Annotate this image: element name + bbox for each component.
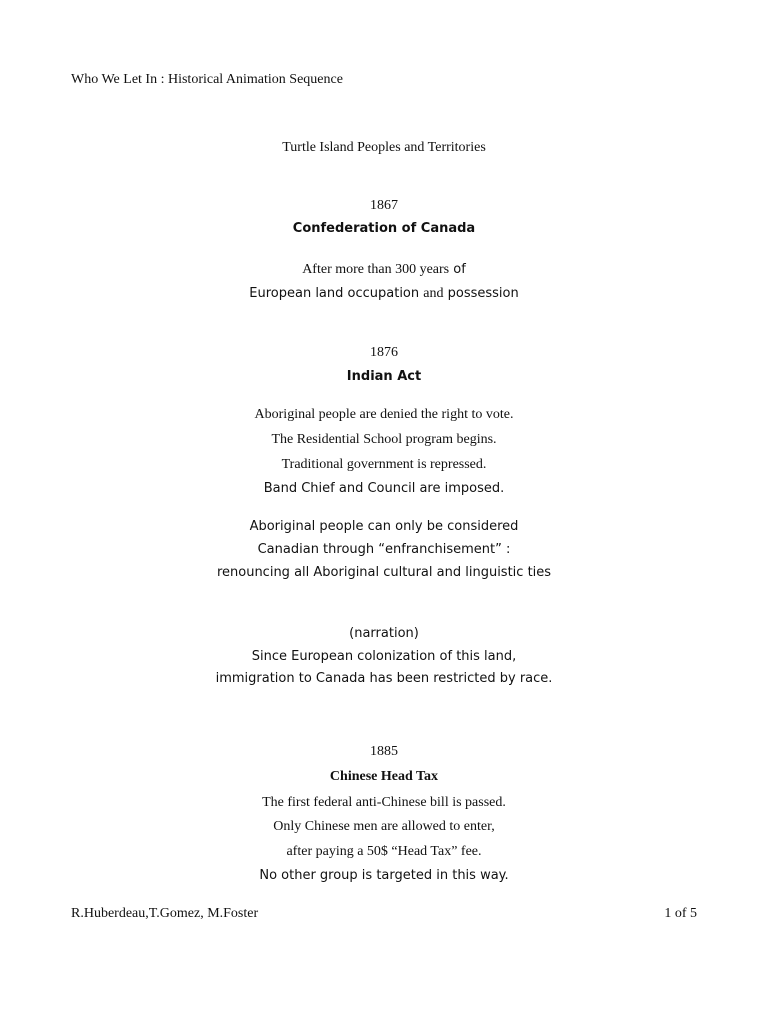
footer-authors: R.Huberdeau,T.Gomez, M.Foster — [71, 906, 259, 921]
document-title: Who We Let In : Historical Animation Sequence — [71, 72, 343, 87]
narration-label: (narration) — [349, 626, 419, 641]
text-line: No other group is targeted in this way. — [259, 868, 509, 883]
text-line: Traditional government is repressed. — [281, 457, 487, 472]
section-title: Turtle Island Peoples and Territories — [282, 140, 486, 155]
year-1867: 1867 — [370, 198, 398, 213]
text-fragment: After more than 300 years — [302, 262, 450, 277]
text-fragment: possession — [443, 286, 519, 301]
text-line: renouncing all Aboriginal cultural and linguistic ties — [216, 565, 552, 580]
text-line: The Residential School program begins. — [271, 432, 497, 447]
text-line-occupation — [0, 284, 768, 303]
text-line: Only Chinese men are allowed to enter, — [273, 819, 495, 834]
text-line: Aboriginal people can only be considered — [249, 519, 519, 534]
text-fragment: European land occupation — [249, 286, 424, 301]
text-line: Since European colonization of this land, — [251, 649, 517, 664]
year-1885: 1885 — [370, 744, 398, 759]
text-line: Canadian through “enfranchisement” : — [257, 542, 511, 557]
text-line-300-years — [0, 260, 768, 279]
text-line: Aboriginal people are denied the right to vote. — [254, 407, 514, 422]
text-line: immigration to Canada has been restricted by race. — [215, 671, 553, 686]
text-line: Band Chief and Council are imposed. — [263, 481, 505, 496]
year-1876: 1876 — [370, 345, 398, 360]
heading-confederation: Confederation of Canada — [292, 221, 476, 236]
heading-chinese-head-tax: Chinese Head Tax — [329, 769, 439, 784]
text-fragment: and — [423, 286, 444, 301]
text-line: The first federal anti-Chinese bill is passed. — [262, 795, 506, 810]
text-fragment: of — [449, 262, 466, 277]
heading-indian-act: Indian Act — [346, 369, 422, 384]
text-line: after paying a 50$ “Head Tax” fee. — [286, 844, 482, 859]
page-number: 1 of 5 — [664, 906, 697, 921]
